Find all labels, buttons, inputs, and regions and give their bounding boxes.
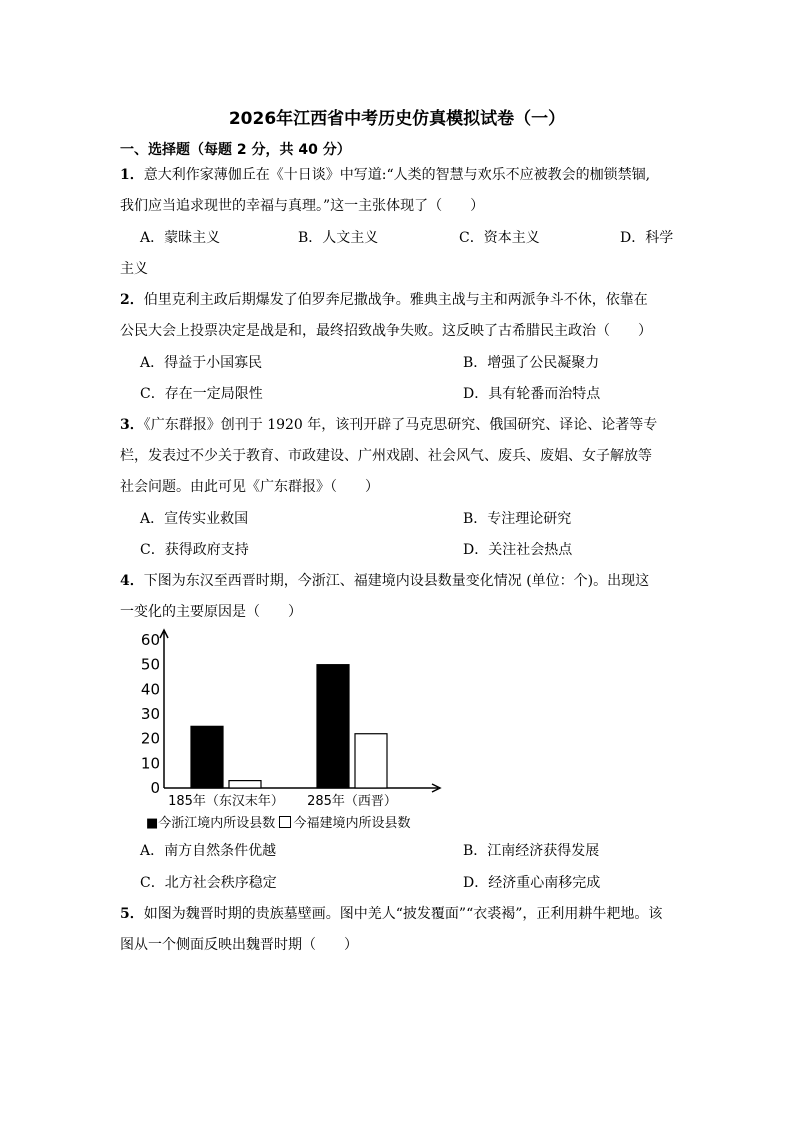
question-1-option-a[interactable]: A．蒙昧主义 xyxy=(140,230,221,246)
question-3-option-b[interactable]: B．专注理论研究 xyxy=(463,511,572,527)
x-category-label: 185年（东汉末年） xyxy=(168,794,284,809)
question-number: 1． xyxy=(120,167,144,183)
question-1-line-1 xyxy=(120,164,680,184)
y-tick-label: 0 xyxy=(150,779,160,797)
question-text: 下图为东汉至西晋时期，今浙江、福建境内设县数量变化情况 (单位：个)。出现这 xyxy=(143,573,650,589)
question-5-line-2: 图从一个侧面反映出魏晋时期（ ） xyxy=(120,937,358,953)
question-3-line-1 xyxy=(120,414,680,434)
section-heading: 一、选择题（每题 2 分，共 40 分） xyxy=(120,142,351,158)
question-text: 《广东群报》创刊于 1920 年，该刊开辟了马克思研究、俄国研究、译论、论著等专 xyxy=(143,417,658,433)
bar-fujian-1 xyxy=(355,734,387,788)
question-3-option-c[interactable]: C．获得政府支持 xyxy=(140,542,249,558)
question-text: 如图为魏晋时期的贵族墓壁画。图中羌人“披发覆面”“衣裘褐”，正利用耕牛耙地。该 xyxy=(143,906,663,922)
question-4-option-c[interactable]: C．北方社会秩序稳定 xyxy=(140,875,277,891)
question-text: 意大利作家薄伽丘在《十日谈》中写道:“人类的智慧与欢乐不应被教会的枷锁禁锢, xyxy=(143,167,651,183)
question-1-option-d[interactable]: D．科学 xyxy=(620,230,674,246)
legend-swatch-fujian xyxy=(279,816,291,828)
question-3-line-3: 社会问题。由此可见《广东群报》（ ） xyxy=(120,479,379,495)
y-tick-label: 60 xyxy=(140,631,160,649)
bar-fujian-0 xyxy=(229,781,261,788)
legend-fujian: 今福建境内所设县数 xyxy=(293,816,411,831)
question-2-option-c[interactable]: C．存在一定局限性 xyxy=(140,386,263,402)
question-4-option-d[interactable]: D．经济重心南移完成 xyxy=(463,875,601,891)
bar-zhejiang-0 xyxy=(191,726,223,788)
question-2-line-1 xyxy=(120,289,680,309)
question-2-option-d[interactable]: D．具有轮番而治特点 xyxy=(463,386,601,402)
question-1-line-2: 我们应当追求现世的幸福与真理。”这一主张体现了（ ） xyxy=(120,198,485,214)
y-tick-label: 40 xyxy=(140,680,160,699)
question-3-option-a[interactable]: A．宣传实业救国 xyxy=(140,511,249,527)
question-3-line-2: 栏，发表过不少关于教育、市政建设、广州戏剧、社会风气、废兵、废娼、女子解放等 xyxy=(120,448,652,464)
bar-zhejiang-1 xyxy=(317,665,349,788)
y-tick-label: 50 xyxy=(140,655,160,674)
question-number: 2． xyxy=(120,292,144,308)
question-4-option-a[interactable]: A．南方自然条件优越 xyxy=(140,843,277,859)
question-2-line-2: 公民大会上投票决定是战是和，最终招致战争失败。这反映了古希腊民主政治（ ） xyxy=(120,323,652,339)
legend-zhejiang: ■今浙江境内所设县数 xyxy=(146,816,276,831)
question-4-line-2: 一变化的主要原因是（ ） xyxy=(120,604,302,620)
question-3-option-d[interactable]: D．关注社会热点 xyxy=(463,542,573,558)
question-text: 伯里克利主政后期爆发了伯罗奔尼撒战争。雅典主战与主和两派争斗不休，依靠在 xyxy=(143,292,648,308)
y-tick-label: 30 xyxy=(140,705,160,723)
question-number: 4． xyxy=(120,573,144,589)
y-tick-label: 20 xyxy=(140,729,160,748)
question-4-option-b[interactable]: B．江南经济获得发展 xyxy=(463,843,600,859)
question-number: 3． xyxy=(120,417,144,433)
chart-legend xyxy=(146,812,410,831)
question-number: 5． xyxy=(120,906,144,922)
county-count-bar-chart xyxy=(130,628,450,812)
question-1-option-d-cont: 主义 xyxy=(120,261,148,277)
question-1-option-b[interactable]: B．人文主义 xyxy=(298,230,379,246)
page-title: 2026年江西省中考历史仿真模拟试卷（一） xyxy=(228,109,566,129)
question-2-option-b[interactable]: B．增强了公民凝聚力 xyxy=(463,355,600,371)
question-4-line-1 xyxy=(120,570,680,590)
question-5-line-1 xyxy=(120,903,680,923)
y-tick-label: 10 xyxy=(140,754,160,773)
question-2-option-a[interactable]: A．得益于小国寡民 xyxy=(140,355,263,371)
question-1-option-c[interactable]: C．资本主义 xyxy=(459,230,540,246)
x-category-label: 285年（西晋） xyxy=(307,794,397,809)
